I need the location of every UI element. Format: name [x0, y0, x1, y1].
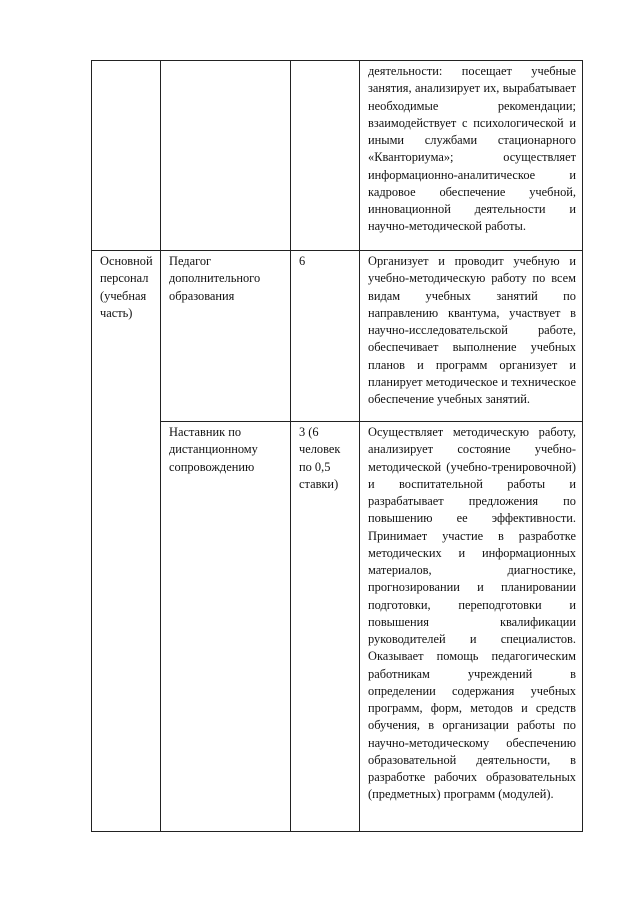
duties-cell: Организует и проводит учебную и учебно-методическую работу по всем видам учебных занятий по направлению квантума, участвует в научно-исследовательской работе, обеспечивает выполнение учебных планов и программ организует и планирует методическое и техническое обеспечение учебных занятий.	[360, 251, 583, 422]
count-cell: 6	[291, 251, 360, 422]
category-cell: Основной персонал (учебная часть)	[92, 251, 161, 832]
duties-cell: деятельности: посещает учебные занятия, анализирует их, вырабатывает необходимые рекомендации; взаимодействует с психологической и иными службами стационарного «Кванториума»; осуществляет информационно-аналитическое и кадровое обеспечение учебной, инновационной деятельности и научно-методической работы.	[360, 61, 583, 251]
position-cell: Педагог дополнительного образования	[161, 251, 291, 422]
category-cell	[92, 61, 161, 251]
count-cell	[291, 61, 360, 251]
duties-cell: Осуществляет методическую работу, анализирует состояние учебно-методической (учебно-тренировочной) и воспитательной работы и разрабатывает предложения по повышению ее эффективности. Принимает участие в разработке методических и информационных материалов, диагностике, прогнозировании и планировании подготовки, переподготовки и повышения квалификации руководителей и специалистов. Оказывает помощь педагогическим работникам учреждений в определении содержания учебных программ, форм, методов и средств обучения, в организации работы по научно-методическому обеспечению образовательной деятельности, в разработке рабочих образовательных (предметных) программ (модулей).	[360, 422, 583, 832]
position-cell	[161, 61, 291, 251]
position-cell: Наставник по дистанционному сопровождению	[161, 422, 291, 832]
table-row	[92, 61, 583, 251]
staff-table	[91, 60, 583, 832]
table-row	[92, 422, 583, 832]
count-cell: 3 (6 человек по 0,5 ставки)	[291, 422, 360, 832]
table-row	[92, 251, 583, 422]
